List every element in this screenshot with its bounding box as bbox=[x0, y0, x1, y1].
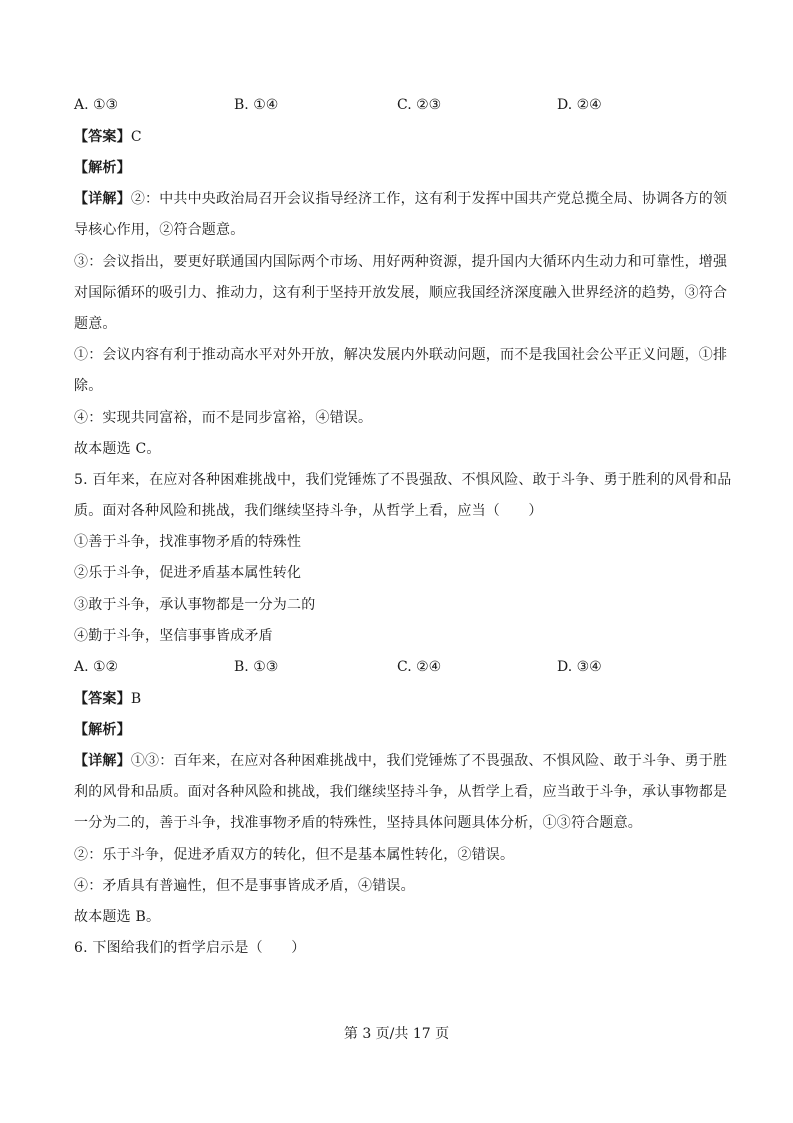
q5-answer bbox=[74, 689, 724, 709]
q6-stem: 6. 下图给我们的哲学启示是（ ） bbox=[74, 940, 306, 956]
q4-analysis-label bbox=[74, 158, 724, 178]
q4-detail-line-7: 除。 bbox=[74, 378, 103, 394]
q4-conclusion: 故本题选 C。 bbox=[74, 441, 161, 457]
detail-text: ①③：百年来，在应对各种困难挑战中，我们党锤炼了不畏强敌、不惧风险、敢于斗争、勇于胜 bbox=[130, 753, 728, 769]
q4-option-d: D. ②④ bbox=[557, 97, 602, 113]
q5-detail-line-5: ④：矛盾具有普遍性，但不是事事皆成矛盾，④错误。 bbox=[74, 878, 415, 894]
analysis-label: 【解析】 bbox=[74, 160, 131, 176]
q5-detail-line-1 bbox=[74, 751, 728, 771]
q5-stem-line-1: 5. 百年来，在应对各种困难挑战中，我们党锤炼了不畏强敌、不惧风险、敢于斗争、勇于胜利的风骨和品 bbox=[74, 472, 732, 488]
detail-label: 【详解】 bbox=[74, 753, 131, 769]
q5-option-d: D. ③④ bbox=[557, 659, 602, 675]
q4-detail-line-4: 对国际循环的吸引力、推动力，这有利于坚持开放发展，顺应我国经济深度融入世界经济的趋势，③符合 bbox=[74, 285, 728, 301]
q5-option-a: A. ①② bbox=[74, 659, 119, 675]
q5-item-2: ②乐于斗争，促进矛盾基本属性转化 bbox=[74, 565, 302, 581]
analysis-label: 【解析】 bbox=[74, 722, 131, 738]
answer-label: 【答案】 bbox=[74, 691, 131, 707]
q4-detail-line-6: ①：会议内容有利于推动高水平对外开放，解决发展内外联动问题，而不是我国社会公平正义问题，①排 bbox=[74, 347, 728, 363]
answer-label: 【答案】 bbox=[74, 129, 131, 145]
q4-option-b: B. ①④ bbox=[234, 97, 279, 113]
q4-answer bbox=[74, 127, 724, 147]
q4-option-a: A. ①③ bbox=[74, 97, 119, 113]
q4-detail-line-2: 导核心作用，②符合题意。 bbox=[74, 222, 245, 238]
detail-label: 【详解】 bbox=[74, 191, 131, 207]
q4-detail-line-8: ④：实现共同富裕，而不是同步富裕，④错误。 bbox=[74, 410, 373, 426]
q5-item-1: ①善于斗争，找准事物矛盾的特殊性 bbox=[74, 534, 302, 550]
q5-item-3: ③敢于斗争，承认事物都是一分为二的 bbox=[74, 597, 316, 613]
q5-option-b: B. ①③ bbox=[234, 659, 279, 675]
q5-conclusion: 故本题选 B。 bbox=[74, 909, 161, 925]
q5-detail-line-3: 一分为二的，善于斗争，找准事物矛盾的特殊性，坚持具体问题具体分析，①③符合题意。 bbox=[74, 815, 642, 831]
answer-value: C bbox=[130, 129, 142, 145]
q5-detail-line-2: 利的风骨和品质。面对各种风险和挑战，我们继续坚持斗争，从哲学上看，应当敢于斗争，承认事物都是 bbox=[74, 784, 728, 800]
q4-detail-line-5: 题意。 bbox=[74, 316, 117, 332]
q4-option-c: C. ②③ bbox=[397, 97, 442, 113]
q4-detail-line-1 bbox=[74, 189, 728, 209]
q4-detail-line-3: ③：会议指出，要更好联通国内国际两个市场、用好两种资源，提升国内大循环内生动力和可靠性，增强 bbox=[74, 254, 728, 270]
detail-text: ②：中共中央政治局召开会议指导经济工作，这有利于发挥中国共产党总揽全局、协调各方的领 bbox=[130, 191, 728, 207]
q5-detail-line-4: ②：乐于斗争，促进矛盾双方的转化，但不是基本属性转化，②错误。 bbox=[74, 847, 515, 863]
page-footer: 第 3 页/共 17 页 bbox=[343, 1026, 450, 1042]
q5-option-c: C. ②④ bbox=[397, 659, 442, 675]
q5-stem-line-2: 质。面对各种风险和挑战，我们继续坚持斗争，从哲学上看，应当（ ） bbox=[74, 503, 543, 519]
answer-value: B bbox=[130, 691, 142, 707]
q5-analysis-label bbox=[74, 720, 724, 740]
q5-item-4: ④勤于斗争，坚信事事皆成矛盾 bbox=[74, 628, 273, 644]
